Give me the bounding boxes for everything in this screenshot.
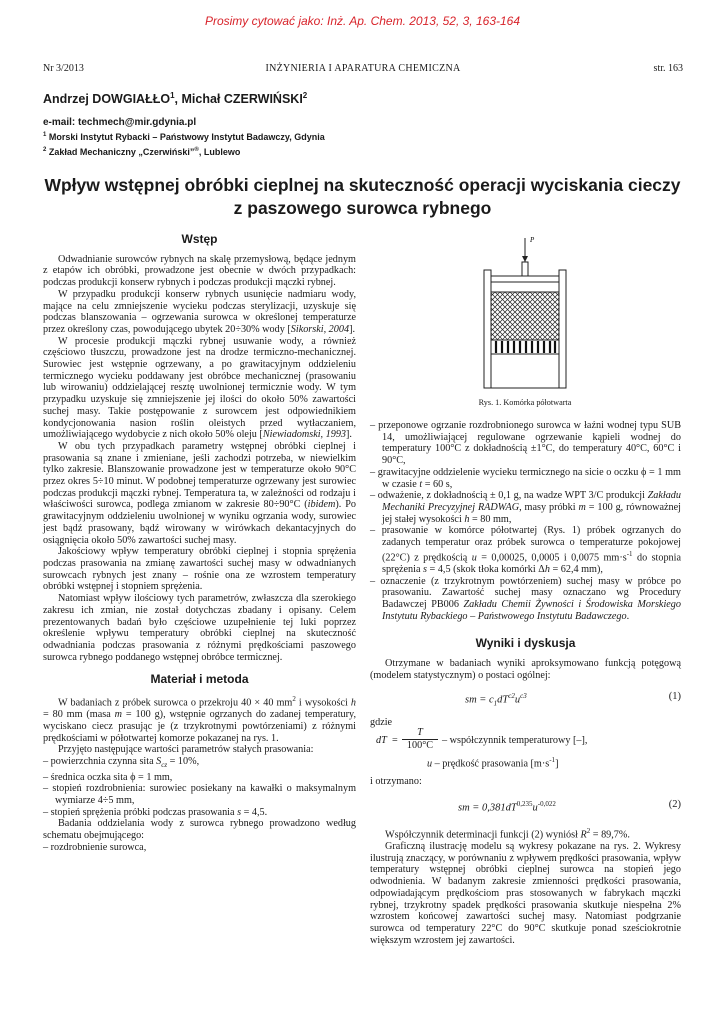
symbol: t bbox=[419, 478, 423, 490]
author-1: Andrzej DOWGIAŁŁO bbox=[43, 92, 171, 107]
list-item bbox=[43, 756, 356, 772]
text: W procesie produkcji mączki rybnej usuwanie wody, a również częściowo tłuszczu, prowadzone jest na drodze termiczno-mechanicznej. Surowiec jest wstępnie ogrzewany, a po grawitacyjnym oddzieleniu termicznego wycieku poddawany jest obróbce mechanicznej (prasowaniu lub wirowaniu) oddzielającej resztę uwolnionej termicznie wody. W tym przypadku uzyskuje się zmniejszenie jej ilości do około 50% zawartości suchej masy. Takie postępowanie z surowcem jest odpowiednikiem kondycjonowania nasion roślin oleistych przed wytłaczaniem, umożliwiającego wydobycie z nich około 50% oleju [ bbox=[43, 335, 356, 441]
arrow-head bbox=[522, 256, 528, 262]
citation-ref: Niewiadomski, 1993 bbox=[262, 429, 347, 441]
text: W przypadku produkcji konserw rybnych usunięcie nadmiaru wody, mające na celu zmniejszenie wycieku podczas sterylizacji, uzyskuje się podczas blanszowania – ogrzewania surowca w określonej temperaturze przez określony czas, powodującego ubytek 20÷30% wody [ bbox=[43, 288, 356, 335]
text: = 10%, bbox=[167, 755, 200, 767]
u-definition bbox=[370, 755, 681, 770]
text: = 89,7%. bbox=[590, 829, 630, 841]
list-item: – rozdrobnienie surowca, bbox=[43, 841, 147, 853]
cell-wall-right bbox=[559, 270, 566, 388]
fraction-denominator: 100°C bbox=[406, 739, 434, 751]
text: = 80 mm, bbox=[469, 513, 512, 525]
paragraph: Graficzną ilustrację modelu są wykresy pokazane na rys. 2. Wykresy ilustrują znaczący, w porównaniu z wpływem prędkości prasowania, wpływ temperatury wstępnej obróbki cieplnej surowca na stopień jego odwodnienia. W badanym zakresie zmienności prędkości prasowania, odpowiadającym prędkościom pras stosowanych w fabrykach mączki rybnej, trzykrotny spadek prędkości prasowania skutkuje niespełna 2% wzrostem końcowej zawartości suchej masy. Natomiast podgrzanie surowca od temperatury 22°C do 90°C skutkuje ponad sześciokrotnie większym wzrostem jej zawartości. bbox=[370, 841, 681, 946]
eq-exponent: c3 bbox=[520, 692, 527, 701]
paragraph: Badania oddzielania wody z surowca rybnego prowadzono według schematu obejmującego: bbox=[43, 818, 356, 842]
equation-number: (2) bbox=[668, 798, 681, 810]
eq-u: u bbox=[514, 694, 521, 706]
issue-number: Nr 3/2013 bbox=[43, 63, 84, 74]
eq-dT: dT bbox=[497, 694, 509, 706]
text: ]. bbox=[346, 429, 352, 441]
affiliation-2 bbox=[43, 147, 240, 157]
author-1-affiliation-mark: 1 bbox=[170, 91, 175, 100]
text: = 100 g), wstępnie ogrzanych do zadanej temperatury, wyciskano ciecz prasując je (z trzykrotnymi powtórzeniami) z różnymi prędkościami w półotwartej komorze pokazanej na rys. 1. bbox=[43, 709, 357, 744]
author-separator: , bbox=[174, 92, 182, 107]
superscript: -1 bbox=[549, 756, 556, 765]
section-heading-intro: Wstęp bbox=[181, 232, 218, 246]
symbol: m bbox=[114, 709, 122, 721]
cell-base bbox=[491, 354, 559, 388]
equation-2-expression bbox=[458, 799, 556, 814]
cell-wall-left bbox=[484, 270, 491, 388]
list-item: – przeponowe ogrzanie rozdrobnionego surowca w łaźni wodnej typu SUB 14, umożliwiającej regulowane ogrzewanie kąpieli wodnej do temperatury 100°C z dokładnością ±1°C, do temperatury 40°C, 60°C i 90°C, bbox=[370, 420, 681, 467]
symbol: R bbox=[580, 829, 587, 841]
citation-ref: Sikorski, 2004 bbox=[290, 323, 350, 335]
eq-subscript: 1 bbox=[493, 700, 498, 709]
text: – prędkość prasowania [m·s bbox=[432, 758, 550, 770]
paragraph bbox=[370, 826, 681, 841]
eq-u: u bbox=[532, 802, 538, 814]
text: = 60 s, bbox=[422, 478, 453, 490]
eq-dT: dT bbox=[505, 802, 517, 814]
italic-text: Zakładu Mechaniki Precyzyjnej RADWAG bbox=[382, 490, 681, 513]
paragraph: Natomiast wpływ ilościowy tych parametrów, zwłaszcza dla szerokiego zakresu ich zmian, nie został dotychczas zbadany i opisany. Celem prezentowanych badań było częściowe uzupełnienie tej luki poprzez określenie wpływu temperatury obróbki cieplnej na skuteczność odwadniania podczas prasowania z różnymi prędkościami paszowego surowca rybnego poddanego wstępnej obróbce termicznej. bbox=[43, 593, 356, 663]
press-cell-figure bbox=[480, 232, 570, 392]
paragraph bbox=[43, 289, 356, 336]
equation-1-expression bbox=[465, 691, 527, 710]
text: = 100 g, równoważnej jej stałej wysokości bbox=[382, 501, 682, 525]
cell-top bbox=[490, 276, 560, 282]
text: i wysokości bbox=[295, 697, 351, 709]
eq-exponent: 0,235 bbox=[516, 799, 533, 808]
text: – odważenie, z dokładnością ± 0,1 g, na wadze WPT 3/C produkcji bbox=[370, 490, 648, 502]
list-item bbox=[370, 467, 681, 490]
author-2: Michał CZERWIŃSKI bbox=[181, 92, 303, 107]
left-column bbox=[43, 234, 356, 854]
paper-title bbox=[30, 174, 695, 220]
symbol: h bbox=[464, 513, 470, 525]
text: = 4,5 (skok tłoka komórki Δ bbox=[426, 563, 545, 575]
affiliation-2-text: Zakład Mechaniczny „Czerwiński” bbox=[48, 147, 195, 157]
superscript: 2 bbox=[586, 826, 591, 835]
email: e-mail: techmech@mir.gdynia.pl bbox=[43, 117, 197, 128]
force-label: P bbox=[530, 236, 535, 244]
text: W badaniach z próbek surowca o przekroju 40 × 40 mm bbox=[58, 697, 293, 709]
u-symbol: u bbox=[427, 758, 433, 770]
page-number: str. 163 bbox=[653, 63, 683, 74]
dT-description: – współczynnik temperaturowy [–], bbox=[442, 735, 588, 747]
eq-exponent: c2 bbox=[508, 692, 515, 701]
affiliation-1-mark: 1 bbox=[43, 132, 47, 138]
text: – prasowanie w komórce półotwartej (Rys. 1) próbek ogrzanych do zadanych temperatur oraz próbek surowca o temperaturze pokojowej (22°C) z prędkością bbox=[370, 525, 681, 564]
dT-symbol: dT bbox=[376, 735, 387, 747]
text: . bbox=[626, 610, 630, 622]
section-heading-methods: Materiał i metoda bbox=[150, 672, 249, 687]
otrzymano-label: i otrzymano: bbox=[370, 776, 422, 788]
eq-exponent: -0,022 bbox=[537, 799, 556, 808]
symbol: u bbox=[471, 552, 477, 564]
text: – grawitacyjne oddzielenie wycieku termicznego na sicie o oczku ϕ = 1 mm w czasie bbox=[370, 466, 681, 490]
list-item: – stopień rozdrobnienia: surowiec posiekany na kawałki o maksymalnym wymiarze 4÷5 mm, bbox=[43, 783, 356, 807]
text: = 0,00025, 0,0005 i 0,0075 mm·s bbox=[476, 552, 627, 564]
list-item: – średnica oczka sita ϕ = 1 mm, bbox=[43, 771, 173, 783]
author-line bbox=[43, 91, 307, 106]
symbol: s bbox=[237, 806, 242, 818]
author-2-affiliation-mark: 2 bbox=[302, 91, 308, 100]
text: – stopień sprężenia próbki podczas prasowania bbox=[43, 806, 238, 818]
text: , masy próbki bbox=[519, 501, 579, 513]
symbol: h bbox=[350, 697, 357, 709]
text: W obu tych przypadkach parametry wstępnej obróbki cieplnej i prasowania są znane i zmieniane, jeśli zachodzi potrzeba, w niewielkim tylko zakresie. Blanszowanie prowadzone jest w temperaturze około 90°C przez okres 5÷10 minut. W podobnej temperaturze ogrzewany jest surowiec podczas produkcji mączki rybnej. Temperatura ta, w zależności od rodzaju i właściwości surowca, podlega zmianom w zakresie 80÷90°C ( bbox=[43, 440, 356, 511]
section-heading-results: Wyniki i dyskusja bbox=[475, 636, 576, 651]
affiliation-1 bbox=[43, 132, 325, 142]
fraction-numerator: T bbox=[402, 727, 438, 740]
text: – powierzchnia czynna sita bbox=[43, 755, 157, 767]
journal-name: INŻYNIERIA I APARATURA CHEMICZNA bbox=[265, 63, 461, 74]
list-item bbox=[370, 525, 681, 575]
piston-rod bbox=[522, 262, 528, 276]
affiliation-1-text: Morski Instytut Rybacki – Państwowy Instytut Badawczy, Gdynia bbox=[48, 132, 325, 142]
text: = 4,5. bbox=[241, 806, 268, 818]
equation-1 bbox=[370, 687, 681, 709]
citation-note: Prosimy cytować jako: Inż. Ap. Chem. 2013, 52, 3, 163-164 bbox=[204, 14, 521, 28]
equation-2 bbox=[370, 796, 681, 820]
symbol: S bbox=[156, 755, 162, 767]
paragraph: Odwadnianie surowców rybnych na skalę przemysłową, będące jednym z etapów ich obróbki, prowadzone jest obecnie w dwóch przypadkach: podczas produkcji konserw rybnych i podczas produkcji mączki rybnej. bbox=[43, 253, 356, 289]
superscript: 2 bbox=[292, 695, 296, 704]
right-column bbox=[370, 420, 681, 946]
figure-caption: Rys. 1. Komórka półotwarta bbox=[478, 398, 572, 407]
symbol: s bbox=[423, 563, 427, 575]
gdzie-label: gdzie bbox=[370, 717, 393, 729]
affiliation-2-location: , Lublewo bbox=[198, 147, 241, 157]
paragraph: Jakościowy wpływ temperatury obróbki cieplnej i stopnia sprężenia podczas prasowania na zmianę zawartości suchej masy w odwadnianych surowcach rybnych jest znany – rośnie ona ze wzrostem temperatury obróbki wstępnej i stopniem sprężenia. bbox=[43, 546, 356, 593]
paragraph bbox=[43, 441, 356, 546]
text: ]. bbox=[349, 323, 356, 335]
text: = 62,4 mm), bbox=[549, 563, 603, 575]
fraction bbox=[402, 727, 438, 751]
equation-number: (1) bbox=[668, 691, 681, 703]
text: Współczynnik determinacji funkcji (2) wyniósł bbox=[385, 829, 581, 841]
sample bbox=[491, 292, 559, 340]
paragraph bbox=[43, 336, 356, 441]
citation-ref: ibidem bbox=[307, 499, 336, 511]
italic-text: Zakładu Chemii Żywności i Środowiska Morskiego Instytutu Rybackiego – Państwowego Instytutu Badawczego bbox=[382, 598, 681, 622]
dT-definition bbox=[370, 729, 681, 755]
symbol: m bbox=[578, 501, 586, 513]
title-line-1: Wpływ wstępnej obróbki cieplnej na skuteczność operacji wyciskania cieczy bbox=[44, 175, 681, 195]
text: ). Po grawitacyjnym oddzieleniu uwolnionej w wyniku ogrzania wody, surowiec jest bądź prasowany, bądź wirowany w wirówkach dekantacyjnych do osiągnięcia około 50% zawartości suchej masy. bbox=[43, 499, 356, 546]
paragraph: Przyjęto następujące wartości parametrów stałych prasowania: bbox=[58, 744, 314, 756]
eq-lhs: sm = 0,381 bbox=[458, 802, 506, 814]
text: do stopnia sprężenia bbox=[382, 552, 681, 575]
list-item bbox=[370, 576, 681, 623]
eq-lhs: sm = c bbox=[465, 694, 494, 706]
paragraph bbox=[43, 694, 356, 744]
list-item bbox=[370, 490, 681, 525]
affiliation-2-mark: 2 bbox=[43, 147, 47, 153]
equals-sign: = bbox=[392, 735, 398, 747]
subscript: cz bbox=[161, 760, 168, 769]
piston bbox=[491, 282, 559, 292]
text: ] bbox=[555, 758, 559, 770]
paragraph: Otrzymane w badaniach wyniki aproksymowano funkcją potęgową (modelem statystycznym) o postaci ogólnej: bbox=[370, 658, 681, 681]
superscript: -1 bbox=[626, 549, 633, 558]
list-item bbox=[43, 807, 356, 819]
text: = 80 mm (masa bbox=[43, 709, 115, 721]
symbol: h bbox=[544, 563, 550, 575]
text: – oznaczenie (z trzykrotnym powtórzeniem) suchej masy w próbce po prasowaniu. Zawartość suchej masy oznaczano wg Procedury Badawczej PB006 bbox=[370, 575, 681, 610]
title-line-2: z paszowego surowca rybnego bbox=[233, 198, 492, 218]
registered-mark: ® bbox=[194, 147, 199, 153]
